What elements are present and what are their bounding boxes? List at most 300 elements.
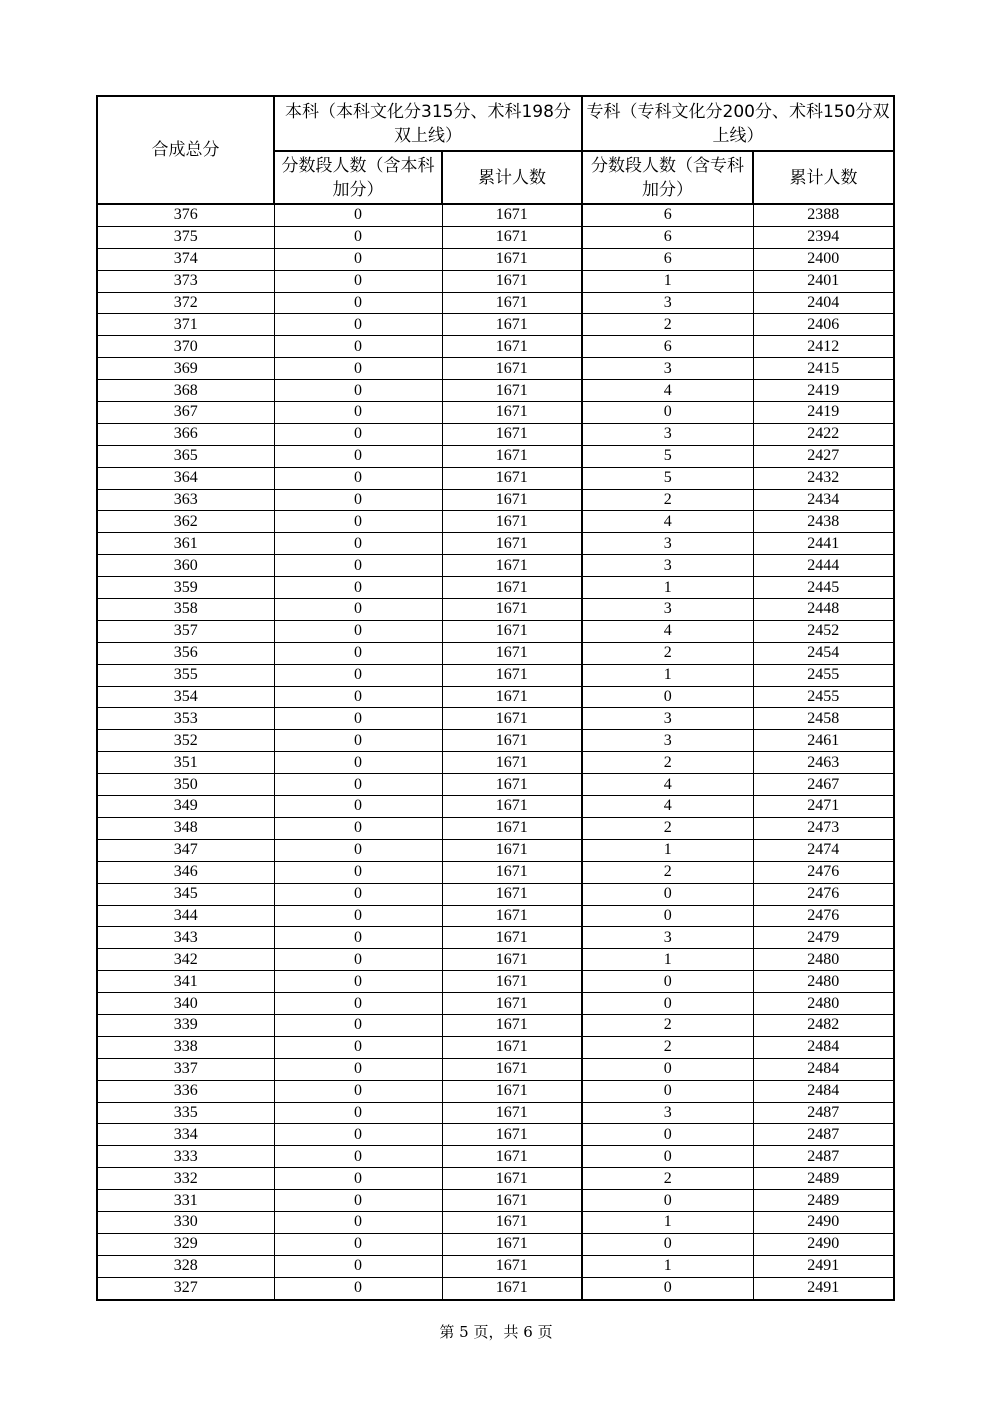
- college-count-cell: 3: [582, 927, 753, 949]
- undergrad-count-cell: 0: [274, 402, 442, 424]
- undergrad-count-cell: 0: [274, 445, 442, 467]
- undergrad-cumulative-cell: 1671: [442, 292, 582, 314]
- college-count-cell: 0: [582, 905, 753, 927]
- undergrad-count-cell: 0: [274, 971, 442, 993]
- table-header: [97, 96, 894, 204]
- table-row: [97, 883, 894, 905]
- score-cell: 335: [97, 1102, 274, 1124]
- table-row: [97, 1080, 894, 1102]
- undergrad-cumulative-cell: 1671: [442, 905, 582, 927]
- score-cell: 333: [97, 1146, 274, 1168]
- table-row: [97, 358, 894, 380]
- undergrad-count-cell: 0: [274, 1058, 442, 1080]
- college-count-cell: 0: [582, 686, 753, 708]
- college-count-cell: 0: [582, 971, 753, 993]
- table-row: [97, 686, 894, 708]
- college-count-cell: 4: [582, 796, 753, 818]
- college-cumulative-cell: 2454: [753, 642, 894, 664]
- undergrad-cumulative-cell: 1671: [442, 927, 582, 949]
- college-cumulative-cell: 2452: [753, 620, 894, 642]
- college-cumulative-cell: 2489: [753, 1168, 894, 1190]
- undergrad-count-cell: 0: [274, 555, 442, 577]
- undergrad-count-cell: 0: [274, 686, 442, 708]
- score-cell: 332: [97, 1168, 274, 1190]
- table-row: [97, 248, 894, 270]
- score-cell: 368: [97, 380, 274, 402]
- college-count-cell: 1: [582, 577, 753, 599]
- college-count-cell: 2: [582, 1168, 753, 1190]
- undergrad-cumulative-cell: 1671: [442, 1058, 582, 1080]
- undergrad-cumulative-cell: 1671: [442, 1255, 582, 1277]
- undergrad-count-cell: 0: [274, 1233, 442, 1255]
- undergrad-count-cell: 0: [274, 380, 442, 402]
- undergrad-cumulative-cell: 1671: [442, 1102, 582, 1124]
- score-cell: 355: [97, 664, 274, 686]
- undergrad-cumulative-cell: 1671: [442, 861, 582, 883]
- undergrad-count-cell: 0: [274, 314, 442, 336]
- undergrad-cumulative-cell: 1671: [442, 226, 582, 248]
- college-count-cell: 0: [582, 1277, 753, 1299]
- score-cell: 337: [97, 1058, 274, 1080]
- college-cumulative-cell: 2448: [753, 599, 894, 621]
- college-count-cell: 4: [582, 620, 753, 642]
- undergrad-cumulative-cell: 1671: [442, 336, 582, 358]
- table-row: [97, 1036, 894, 1058]
- college-count-cell: 1: [582, 839, 753, 861]
- undergrad-count-cell: 0: [274, 905, 442, 927]
- score-cell: 349: [97, 796, 274, 818]
- undergrad-count-cell: 0: [274, 642, 442, 664]
- table-row: [97, 949, 894, 971]
- undergrad-cumulative-cell: 1671: [442, 1146, 582, 1168]
- score-cell: 352: [97, 730, 274, 752]
- college-count-cell: 2: [582, 752, 753, 774]
- college-cumulative-cell: 2482: [753, 1014, 894, 1036]
- undergrad-count-cell: 0: [274, 817, 442, 839]
- college-count-cell: 2: [582, 489, 753, 511]
- college-cumulative-cell: 2434: [753, 489, 894, 511]
- table-row: [97, 226, 894, 248]
- undergrad-count-cell: 0: [274, 577, 442, 599]
- header-undergrad-cumulative: 累计人数: [442, 151, 582, 204]
- college-count-cell: 5: [582, 445, 753, 467]
- table-row: [97, 1211, 894, 1233]
- college-cumulative-cell: 2473: [753, 817, 894, 839]
- college-cumulative-cell: 2419: [753, 402, 894, 424]
- college-cumulative-cell: 2471: [753, 796, 894, 818]
- undergrad-cumulative-cell: 1671: [442, 1080, 582, 1102]
- undergrad-count-cell: 0: [274, 1255, 442, 1277]
- undergrad-count-cell: 0: [274, 664, 442, 686]
- undergrad-cumulative-cell: 1671: [442, 1211, 582, 1233]
- college-cumulative-cell: 2461: [753, 730, 894, 752]
- undergrad-count-cell: 0: [274, 533, 442, 555]
- score-cell: 330: [97, 1211, 274, 1233]
- score-cell: 362: [97, 511, 274, 533]
- score-cell: 327: [97, 1277, 274, 1299]
- college-cumulative-cell: 2489: [753, 1190, 894, 1212]
- undergrad-count-cell: 0: [274, 248, 442, 270]
- college-cumulative-cell: 2467: [753, 774, 894, 796]
- table-row: [97, 993, 894, 1015]
- table-row: [97, 270, 894, 292]
- college-cumulative-cell: 2474: [753, 839, 894, 861]
- score-cell: 331: [97, 1190, 274, 1212]
- undergrad-cumulative-cell: 1671: [442, 752, 582, 774]
- college-cumulative-cell: 2480: [753, 993, 894, 1015]
- college-cumulative-cell: 2476: [753, 883, 894, 905]
- header-score: 合成总分: [97, 96, 274, 204]
- header-college-count: 分数段人数（含专科加分）: [582, 151, 753, 204]
- score-cell: 350: [97, 774, 274, 796]
- college-cumulative-cell: 2427: [753, 445, 894, 467]
- score-cell: 342: [97, 949, 274, 971]
- college-count-cell: 3: [582, 1102, 753, 1124]
- table-row: [97, 599, 894, 621]
- college-count-cell: 5: [582, 467, 753, 489]
- header-college-cumulative: 累计人数: [753, 151, 894, 204]
- college-count-cell: 0: [582, 1190, 753, 1212]
- undergrad-cumulative-cell: 1671: [442, 204, 582, 226]
- college-count-cell: 1: [582, 1255, 753, 1277]
- undergrad-count-cell: 0: [274, 1102, 442, 1124]
- undergrad-count-cell: 0: [274, 226, 442, 248]
- college-count-cell: 3: [582, 423, 753, 445]
- table-row: [97, 817, 894, 839]
- score-cell: 348: [97, 817, 274, 839]
- college-count-cell: 3: [582, 292, 753, 314]
- table-row: [97, 1190, 894, 1212]
- college-cumulative-cell: 2476: [753, 905, 894, 927]
- undergrad-cumulative-cell: 1671: [442, 314, 582, 336]
- undergrad-count-cell: 0: [274, 599, 442, 621]
- table-row: [97, 204, 894, 226]
- page-footer: 第 5 页，共 6 页: [439, 1323, 553, 1341]
- score-cell: 346: [97, 861, 274, 883]
- undergrad-count-cell: 0: [274, 1168, 442, 1190]
- undergrad-count-cell: 0: [274, 1146, 442, 1168]
- undergrad-cumulative-cell: 1671: [442, 883, 582, 905]
- undergrad-cumulative-cell: 1671: [442, 533, 582, 555]
- college-cumulative-cell: 2480: [753, 949, 894, 971]
- score-cell: 340: [97, 993, 274, 1015]
- undergrad-count-cell: 0: [274, 730, 442, 752]
- score-cell: 356: [97, 642, 274, 664]
- header-undergrad-count: 分数段人数（含本科加分）: [274, 151, 442, 204]
- score-cell: 347: [97, 839, 274, 861]
- college-cumulative-cell: 2455: [753, 664, 894, 686]
- college-cumulative-cell: 2463: [753, 752, 894, 774]
- college-cumulative-cell: 2419: [753, 380, 894, 402]
- college-cumulative-cell: 2445: [753, 577, 894, 599]
- table-row: [97, 511, 894, 533]
- college-cumulative-cell: 2401: [753, 270, 894, 292]
- undergrad-cumulative-cell: 1671: [442, 270, 582, 292]
- college-count-cell: 0: [582, 402, 753, 424]
- undergrad-cumulative-cell: 1671: [442, 489, 582, 511]
- score-cell: 357: [97, 620, 274, 642]
- undergrad-count-cell: 0: [274, 861, 442, 883]
- undergrad-count-cell: 0: [274, 993, 442, 1015]
- college-count-cell: 0: [582, 1146, 753, 1168]
- table-row: [97, 402, 894, 424]
- score-cell: 363: [97, 489, 274, 511]
- college-cumulative-cell: 2455: [753, 686, 894, 708]
- undergrad-cumulative-cell: 1671: [442, 796, 582, 818]
- undergrad-count-cell: 0: [274, 292, 442, 314]
- undergrad-cumulative-cell: 1671: [442, 971, 582, 993]
- table-row: [97, 905, 894, 927]
- college-cumulative-cell: 2484: [753, 1036, 894, 1058]
- undergrad-cumulative-cell: 1671: [442, 1168, 582, 1190]
- undergrad-count-cell: 0: [274, 949, 442, 971]
- undergrad-count-cell: 0: [274, 511, 442, 533]
- score-cell: 328: [97, 1255, 274, 1277]
- college-count-cell: 6: [582, 226, 753, 248]
- score-cell: 339: [97, 1014, 274, 1036]
- college-count-cell: 6: [582, 336, 753, 358]
- undergrad-cumulative-cell: 1671: [442, 817, 582, 839]
- score-cell: 360: [97, 555, 274, 577]
- table-row: [97, 314, 894, 336]
- table-row: [97, 336, 894, 358]
- score-cell: 353: [97, 708, 274, 730]
- college-count-cell: 0: [582, 1058, 753, 1080]
- header-college: 专科（专科文化分200分、术科150分双上线）: [582, 96, 894, 151]
- table-row: [97, 423, 894, 445]
- score-cell: 341: [97, 971, 274, 993]
- college-count-cell: 0: [582, 993, 753, 1015]
- score-cell: 372: [97, 292, 274, 314]
- college-count-cell: 4: [582, 774, 753, 796]
- undergrad-count-cell: 0: [274, 467, 442, 489]
- undergrad-cumulative-cell: 1671: [442, 599, 582, 621]
- college-cumulative-cell: 2487: [753, 1102, 894, 1124]
- undergrad-cumulative-cell: 1671: [442, 686, 582, 708]
- college-cumulative-cell: 2412: [753, 336, 894, 358]
- table-row: [97, 708, 894, 730]
- table-row: [97, 1058, 894, 1080]
- table-row: [97, 577, 894, 599]
- undergrad-count-cell: 0: [274, 1211, 442, 1233]
- undergrad-cumulative-cell: 1671: [442, 664, 582, 686]
- undergrad-cumulative-cell: 1671: [442, 620, 582, 642]
- header-undergrad: 本科（本科文化分315分、术科198分双上线）: [274, 96, 582, 151]
- score-cell: 354: [97, 686, 274, 708]
- college-count-cell: 2: [582, 1036, 753, 1058]
- college-count-cell: 4: [582, 380, 753, 402]
- table-row: [97, 1277, 894, 1299]
- score-cell: 358: [97, 599, 274, 621]
- undergrad-cumulative-cell: 1671: [442, 1190, 582, 1212]
- score-cell: 375: [97, 226, 274, 248]
- undergrad-cumulative-cell: 1671: [442, 949, 582, 971]
- undergrad-count-cell: 0: [274, 1080, 442, 1102]
- table-row: [97, 1168, 894, 1190]
- table-body: [97, 204, 894, 1300]
- college-count-cell: 2: [582, 1014, 753, 1036]
- college-count-cell: 3: [582, 708, 753, 730]
- undergrad-count-cell: 0: [274, 204, 442, 226]
- undergrad-count-cell: 0: [274, 1190, 442, 1212]
- undergrad-count-cell: 0: [274, 423, 442, 445]
- undergrad-cumulative-cell: 1671: [442, 423, 582, 445]
- undergrad-count-cell: 0: [274, 839, 442, 861]
- college-count-cell: 4: [582, 511, 753, 533]
- undergrad-cumulative-cell: 1671: [442, 511, 582, 533]
- table-row: [97, 839, 894, 861]
- table-row: [97, 555, 894, 577]
- undergrad-cumulative-cell: 1671: [442, 380, 582, 402]
- college-count-cell: 3: [582, 555, 753, 577]
- undergrad-count-cell: 0: [274, 883, 442, 905]
- score-distribution-table: [96, 95, 895, 1301]
- college-cumulative-cell: 2487: [753, 1124, 894, 1146]
- score-cell: 376: [97, 204, 274, 226]
- score-cell: 351: [97, 752, 274, 774]
- college-cumulative-cell: 2400: [753, 248, 894, 270]
- score-cell: 367: [97, 402, 274, 424]
- undergrad-count-cell: 0: [274, 708, 442, 730]
- college-cumulative-cell: 2444: [753, 555, 894, 577]
- college-cumulative-cell: 2441: [753, 533, 894, 555]
- college-cumulative-cell: 2432: [753, 467, 894, 489]
- table-row: [97, 380, 894, 402]
- undergrad-cumulative-cell: 1671: [442, 358, 582, 380]
- college-count-cell: 1: [582, 1211, 753, 1233]
- undergrad-cumulative-cell: 1671: [442, 248, 582, 270]
- college-cumulative-cell: 2491: [753, 1255, 894, 1277]
- college-count-cell: 6: [582, 248, 753, 270]
- undergrad-cumulative-cell: 1671: [442, 1233, 582, 1255]
- score-cell: 338: [97, 1036, 274, 1058]
- undergrad-cumulative-cell: 1671: [442, 642, 582, 664]
- table-row: [97, 730, 894, 752]
- table-row: [97, 1255, 894, 1277]
- undergrad-count-cell: 0: [274, 796, 442, 818]
- score-cell: 359: [97, 577, 274, 599]
- table-row: [97, 642, 894, 664]
- college-cumulative-cell: 2394: [753, 226, 894, 248]
- undergrad-count-cell: 0: [274, 927, 442, 949]
- undergrad-cumulative-cell: 1671: [442, 839, 582, 861]
- score-cell: 334: [97, 1124, 274, 1146]
- undergrad-cumulative-cell: 1671: [442, 993, 582, 1015]
- table-row: [97, 1102, 894, 1124]
- college-cumulative-cell: 2480: [753, 971, 894, 993]
- college-count-cell: 1: [582, 664, 753, 686]
- table-row: [97, 467, 894, 489]
- undergrad-count-cell: 0: [274, 489, 442, 511]
- table-row: [97, 927, 894, 949]
- score-cell: 344: [97, 905, 274, 927]
- score-cell: 370: [97, 336, 274, 358]
- table-row: [97, 445, 894, 467]
- college-count-cell: 3: [582, 533, 753, 555]
- undergrad-count-cell: 0: [274, 1014, 442, 1036]
- college-cumulative-cell: 2406: [753, 314, 894, 336]
- college-count-cell: 2: [582, 314, 753, 336]
- score-cell: 371: [97, 314, 274, 336]
- undergrad-cumulative-cell: 1671: [442, 774, 582, 796]
- college-cumulative-cell: 2476: [753, 861, 894, 883]
- college-count-cell: 0: [582, 1233, 753, 1255]
- undergrad-cumulative-cell: 1671: [442, 467, 582, 489]
- table-row: [97, 292, 894, 314]
- college-cumulative-cell: 2422: [753, 423, 894, 445]
- college-count-cell: 0: [582, 883, 753, 905]
- college-cumulative-cell: 2458: [753, 708, 894, 730]
- table-row: [97, 533, 894, 555]
- undergrad-cumulative-cell: 1671: [442, 402, 582, 424]
- table-row: [97, 1124, 894, 1146]
- undergrad-count-cell: 0: [274, 1124, 442, 1146]
- college-cumulative-cell: 2484: [753, 1080, 894, 1102]
- undergrad-count-cell: 0: [274, 270, 442, 292]
- table-row: [97, 971, 894, 993]
- undergrad-cumulative-cell: 1671: [442, 445, 582, 467]
- undergrad-count-cell: 0: [274, 620, 442, 642]
- undergrad-count-cell: 0: [274, 336, 442, 358]
- score-cell: 345: [97, 883, 274, 905]
- college-count-cell: 3: [582, 358, 753, 380]
- college-cumulative-cell: 2404: [753, 292, 894, 314]
- table-row: [97, 664, 894, 686]
- college-count-cell: 1: [582, 949, 753, 971]
- undergrad-cumulative-cell: 1671: [442, 1124, 582, 1146]
- table-row: [97, 620, 894, 642]
- score-cell: 365: [97, 445, 274, 467]
- college-count-cell: 6: [582, 204, 753, 226]
- table-row: [97, 796, 894, 818]
- table-row: [97, 1233, 894, 1255]
- score-cell: 329: [97, 1233, 274, 1255]
- undergrad-cumulative-cell: 1671: [442, 708, 582, 730]
- college-count-cell: 0: [582, 1080, 753, 1102]
- undergrad-cumulative-cell: 1671: [442, 730, 582, 752]
- college-cumulative-cell: 2484: [753, 1058, 894, 1080]
- undergrad-count-cell: 0: [274, 1277, 442, 1299]
- table-row: [97, 1014, 894, 1036]
- college-cumulative-cell: 2490: [753, 1233, 894, 1255]
- college-count-cell: 2: [582, 642, 753, 664]
- undergrad-count-cell: 0: [274, 1036, 442, 1058]
- score-cell: 364: [97, 467, 274, 489]
- table-row: [97, 774, 894, 796]
- college-cumulative-cell: 2490: [753, 1211, 894, 1233]
- score-cell: 336: [97, 1080, 274, 1102]
- undergrad-count-cell: 0: [274, 774, 442, 796]
- college-cumulative-cell: 2388: [753, 204, 894, 226]
- college-cumulative-cell: 2491: [753, 1277, 894, 1299]
- college-count-cell: 0: [582, 1124, 753, 1146]
- college-count-cell: 2: [582, 861, 753, 883]
- college-count-cell: 3: [582, 599, 753, 621]
- table-row: [97, 752, 894, 774]
- college-cumulative-cell: 2415: [753, 358, 894, 380]
- undergrad-cumulative-cell: 1671: [442, 555, 582, 577]
- score-cell: 374: [97, 248, 274, 270]
- score-cell: 366: [97, 423, 274, 445]
- undergrad-count-cell: 0: [274, 358, 442, 380]
- undergrad-cumulative-cell: 1671: [442, 1036, 582, 1058]
- college-cumulative-cell: 2487: [753, 1146, 894, 1168]
- undergrad-count-cell: 0: [274, 752, 442, 774]
- table-row: [97, 861, 894, 883]
- undergrad-cumulative-cell: 1671: [442, 1014, 582, 1036]
- undergrad-cumulative-cell: 1671: [442, 577, 582, 599]
- score-cell: 369: [97, 358, 274, 380]
